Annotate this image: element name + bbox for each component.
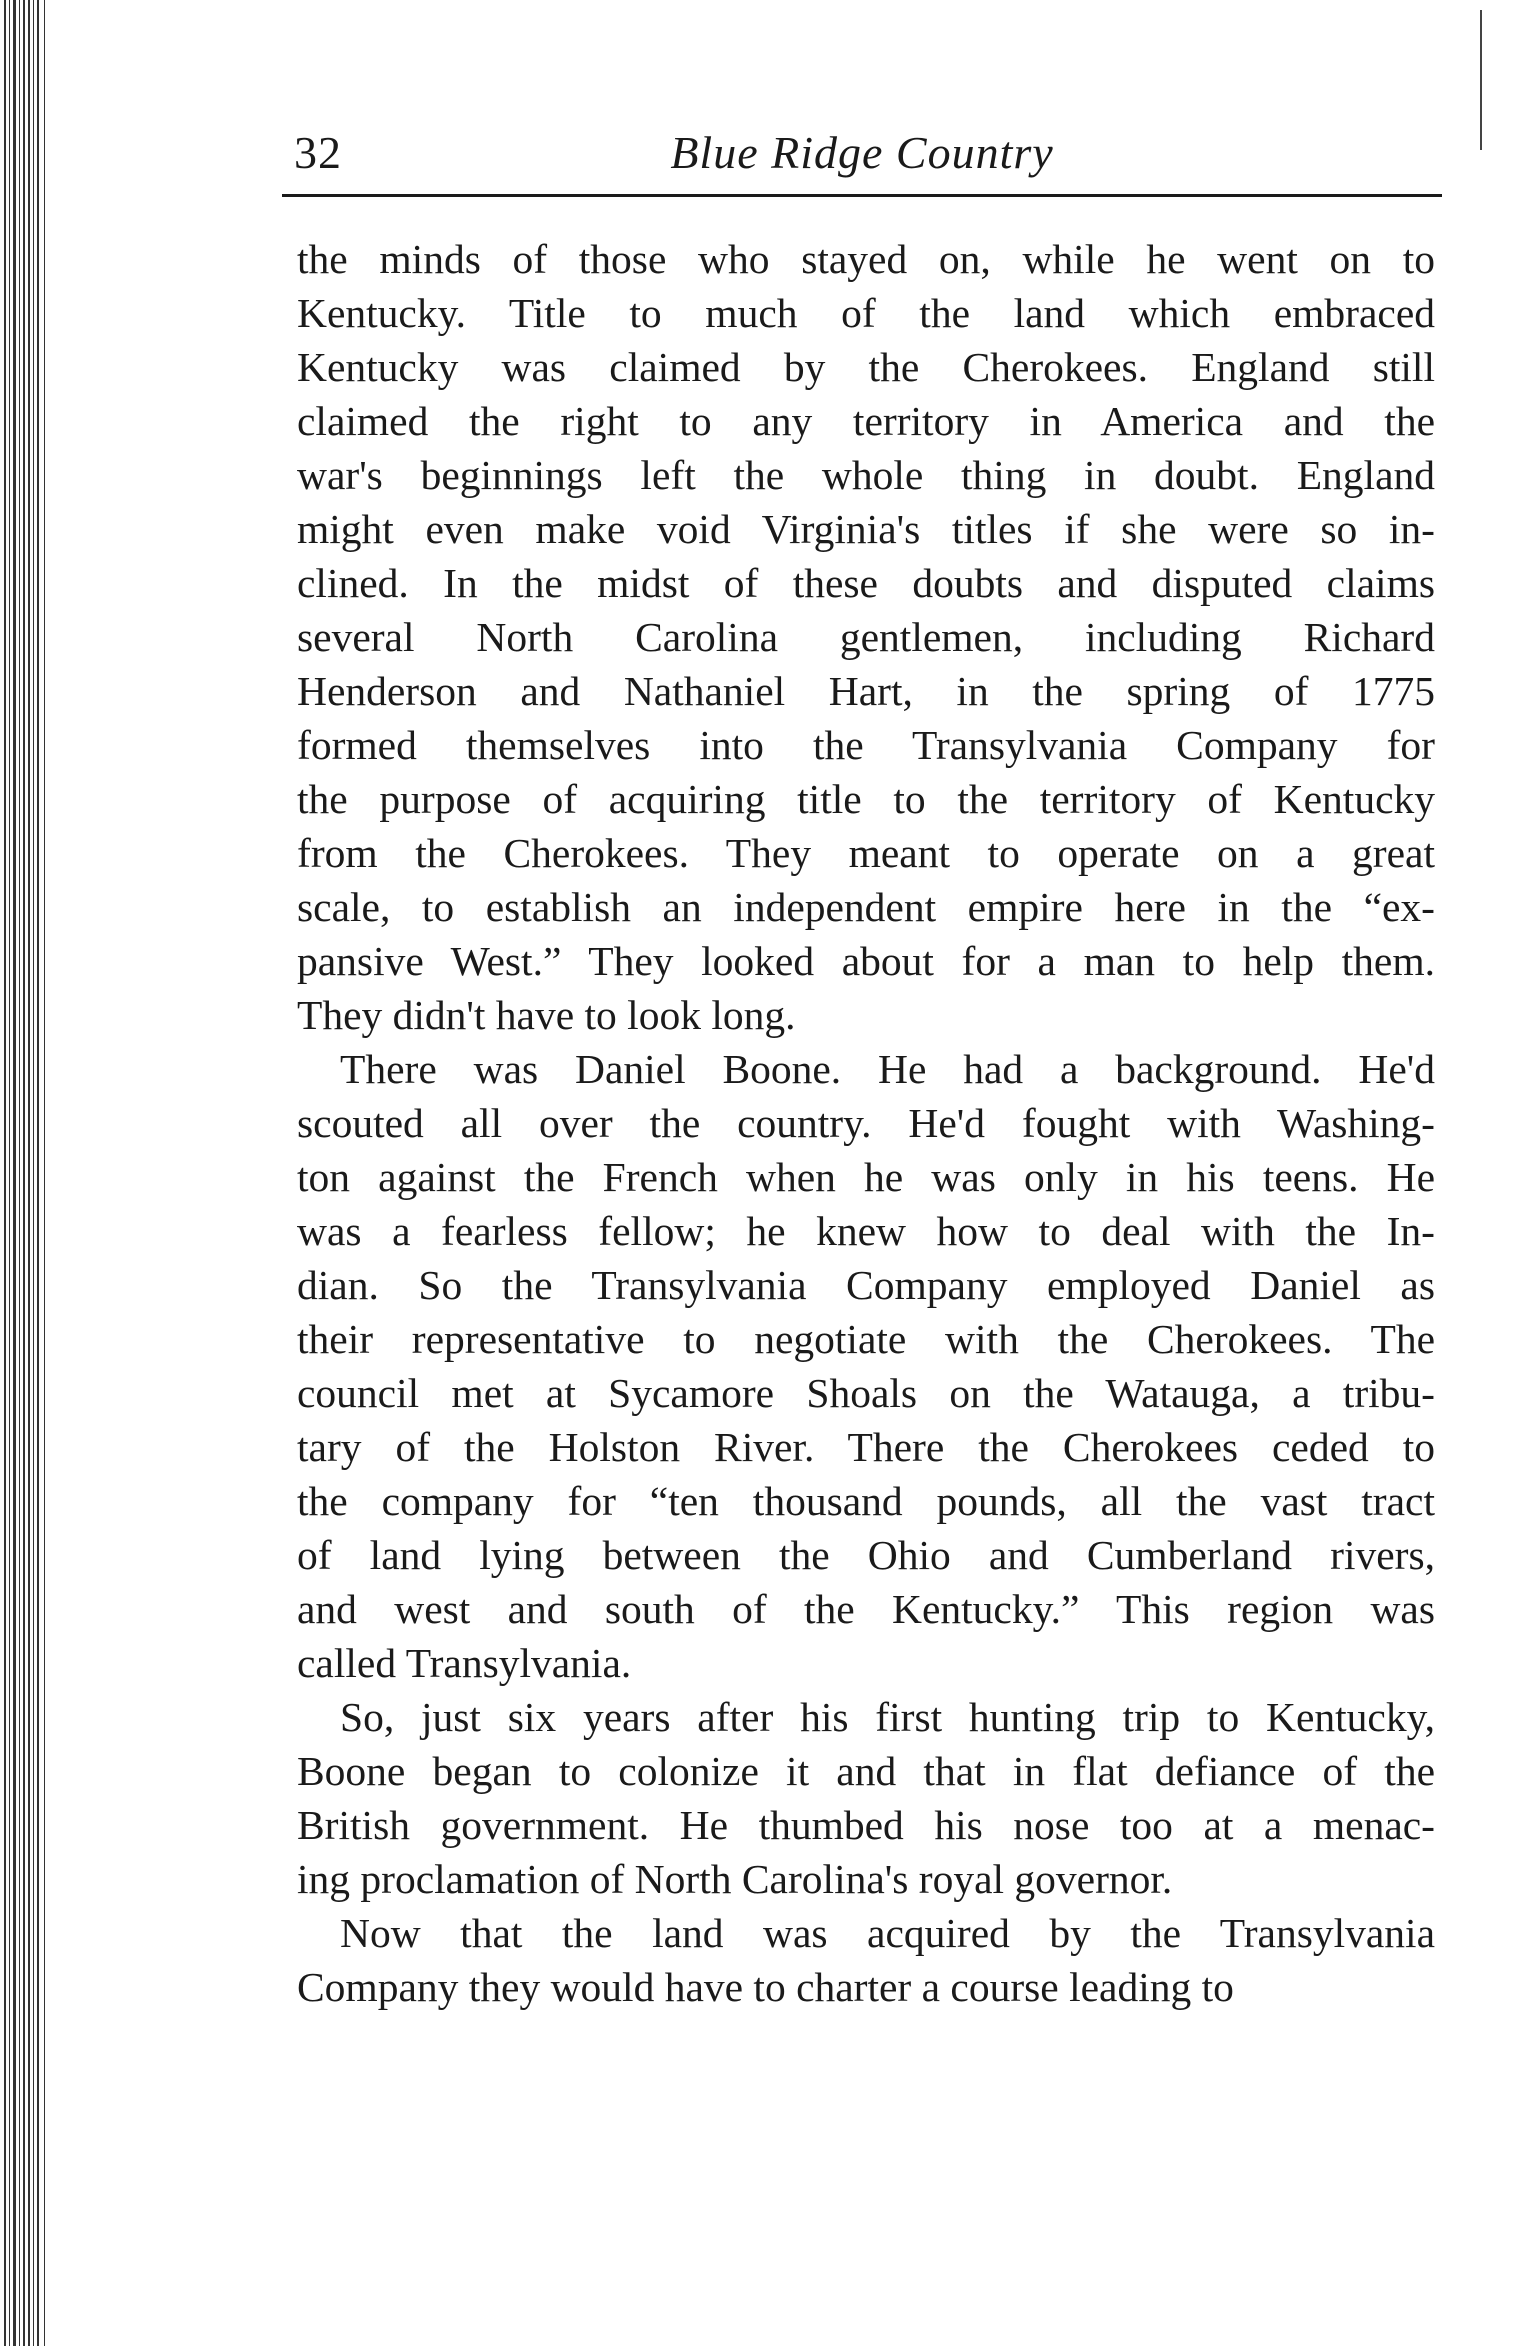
text-line: war's beginnings left the whole thing in doubt. England xyxy=(297,452,1435,498)
page-number: 32 xyxy=(294,127,342,178)
text-line: Company they would have to charter a course leading to xyxy=(297,1964,1234,2010)
text-line: Boone began to colonize it and that in flat defiance of the xyxy=(297,1748,1435,1794)
text-line: tary of the Holston River. There the Cherokees ceded to xyxy=(297,1424,1435,1470)
scan-edge-mark xyxy=(1480,10,1482,150)
text-line: pansive West.” They looked about for a man to help them. xyxy=(297,938,1435,984)
text-line: So, just six years after his first hunting trip to Kentucky, xyxy=(340,1694,1435,1740)
paragraph xyxy=(297,232,1435,1042)
text-line: of land lying between the Ohio and Cumberland rivers, xyxy=(297,1532,1435,1578)
text-line: Kentucky. Title to much of the land which embraced xyxy=(297,290,1435,336)
text-line: clined. In the midst of these doubts and disputed claims xyxy=(297,560,1435,606)
text-line: dian. So the Transylvania Company employed Daniel as xyxy=(297,1262,1435,1308)
text-line: the minds of those who stayed on, while he went on to xyxy=(297,236,1435,282)
text-line: council met at Sycamore Shoals on the Watauga, a tribu- xyxy=(297,1370,1435,1416)
text-line: British government. He thumbed his nose too at a menac- xyxy=(297,1802,1435,1848)
paragraph xyxy=(297,1906,1435,2014)
text-line: There was Daniel Boone. He had a background. He'd xyxy=(340,1046,1435,1092)
text-line: Henderson and Nathaniel Hart, in the spring of 1775 xyxy=(297,668,1435,714)
body-text xyxy=(297,232,1435,2014)
text-line: might even make void Virginia's titles if she were so in- xyxy=(297,506,1435,552)
text-line: Kentucky was claimed by the Cherokees. England still xyxy=(297,344,1435,390)
header-rule xyxy=(282,194,1442,197)
paragraph xyxy=(297,1690,1435,1906)
text-line: claimed the right to any territory in America and the xyxy=(297,398,1435,444)
text-line: was a fearless fellow; he knew how to deal with the In- xyxy=(297,1208,1435,1254)
text-line: their representative to negotiate with the Cherokees. The xyxy=(297,1316,1435,1362)
paragraph xyxy=(297,1042,1435,1690)
text-line: from the Cherokees. They meant to operate on a great xyxy=(297,830,1435,876)
text-line: ing proclamation of North Carolina's royal governor. xyxy=(297,1856,1173,1902)
text-line: called Transylvania. xyxy=(297,1640,632,1686)
text-line: scale, to establish an independent empire here in the “ex- xyxy=(297,884,1435,930)
scan-gutter xyxy=(0,0,60,2346)
text-line: formed themselves into the Transylvania Company for xyxy=(297,722,1435,768)
text-line: Now that the land was acquired by the Transylvania xyxy=(340,1910,1435,1956)
text-line: ton against the French when he was only in his teens. He xyxy=(297,1154,1435,1200)
running-title: Blue Ridge Country xyxy=(670,127,1054,178)
text-line: the purpose of acquiring title to the territory of Kentucky xyxy=(297,776,1435,822)
text-line: They didn't have to look long. xyxy=(297,992,796,1038)
page-header xyxy=(282,118,1442,188)
text-line: the company for “ten thousand pounds, all the vast tract xyxy=(297,1478,1435,1524)
text-line: several North Carolina gentlemen, including Richard xyxy=(297,614,1435,660)
text-line: and west and south of the Kentucky.” This region was xyxy=(297,1586,1435,1632)
text-line: scouted all over the country. He'd fought with Washing- xyxy=(297,1100,1435,1146)
